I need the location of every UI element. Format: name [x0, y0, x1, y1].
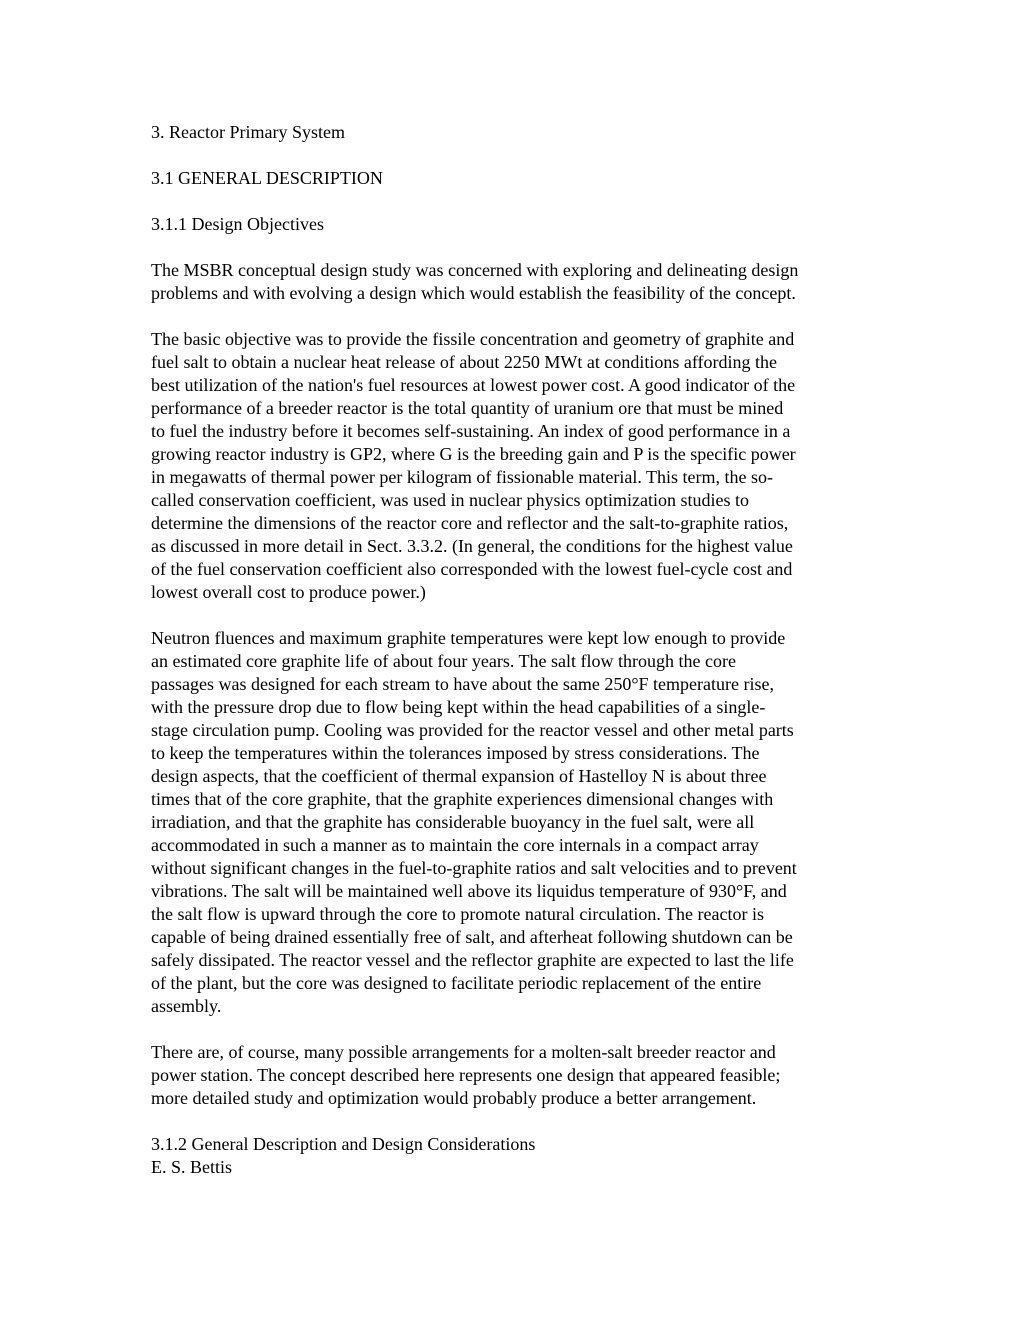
text-line: The MSBR conceptual design study was concerned with exploring and delineating design	[151, 260, 799, 280]
text-line: best utilization of the nation's fuel resources at lowest power cost. A good indicator of the	[151, 375, 796, 395]
section-heading	[151, 167, 911, 190]
text-line: 3.1.2 General Description and Design Considerations	[151, 1134, 536, 1154]
text-line: performance of a breeder reactor is the total quantity of uranium ore that must be mined	[151, 398, 784, 418]
text-line: capable of being drained essentially free of salt, and afterheat following shutdown can be	[151, 927, 793, 947]
text-line: design aspects, that the coefficient of thermal expansion of Hastelloy N is about three	[151, 766, 767, 786]
text-line: of the plant, but the core was designed to facilitate periodic replacement of the entire	[151, 973, 762, 993]
text-line: of the fuel conservation coefficient also corresponded with the lowest fuel-cycle cost and	[151, 559, 793, 579]
text-line: problems and with evolving a design which would establish the feasibility of the concept.	[151, 283, 796, 303]
text-line: safely dissipated. The reactor vessel and the reflector graphite are expected to last the life	[151, 950, 794, 970]
paragraph	[151, 328, 911, 604]
text-line: fuel salt to obtain a nuclear heat release of about 2250 MWt at conditions affording the	[151, 352, 777, 372]
text-line: 3. Reactor Primary System	[151, 122, 345, 142]
text-line: more detailed study and optimization would probably produce a better arrangement.	[151, 1088, 757, 1108]
text-line: Neutron fluences and maximum graphite temperatures were kept low enough to provide	[151, 628, 786, 648]
text-line: E. S. Bettis	[151, 1157, 233, 1177]
text-line: to keep the temperatures within the tolerances imposed by stress considerations. The	[151, 743, 760, 763]
text-line: passages was designed for each stream to have about the same 250°F temperature rise,	[151, 674, 774, 694]
section-heading	[151, 213, 911, 236]
paragraph	[151, 259, 911, 305]
paragraph	[151, 627, 911, 1018]
text-line: The basic objective was to provide the fissile concentration and geometry of graphite and	[151, 329, 795, 349]
text-line: in megawatts of thermal power per kilogram of fissionable material. This term, the so-	[151, 467, 773, 487]
text-line: power station. The concept described here represents one design that appeared feasible;	[151, 1065, 781, 1085]
text-line: accommodated in such a manner as to maintain the core internals in a compact array	[151, 835, 759, 855]
section-heading	[151, 121, 911, 144]
text-line: determine the dimensions of the reactor core and reflector and the salt-to-graphite ratios,	[151, 513, 789, 533]
text-line: There are, of course, many possible arrangements for a molten-salt breeder reactor and	[151, 1042, 776, 1062]
text-line: irradiation, and that the graphite has considerable buoyancy in the fuel salt, were all	[151, 812, 755, 832]
text-line: stage circulation pump. Cooling was provided for the reactor vessel and other metal parts	[151, 720, 794, 740]
text-line: times that of the core graphite, that the graphite experiences dimensional changes with	[151, 789, 774, 809]
section-heading	[151, 1133, 911, 1179]
text-line: the salt flow is upward through the core to promote natural circulation. The reactor is	[151, 904, 764, 924]
text-line: vibrations. The salt will be maintained well above its liquidus temperature of 930°F, and	[151, 881, 787, 901]
text-line: growing reactor industry is GP2, where G is the breeding gain and P is the specific power	[151, 444, 796, 464]
text-line: lowest overall cost to produce power.)	[151, 582, 426, 602]
text-line: an estimated core graphite life of about four years. The salt flow through the core	[151, 651, 736, 671]
text-line: 3.1.1 Design Objectives	[151, 214, 324, 234]
paragraph	[151, 1041, 911, 1110]
text-line: without significant changes in the fuel-to-graphite ratios and salt velocities and to prevent	[151, 858, 797, 878]
text-line: assembly.	[151, 996, 222, 1016]
text-line: called conservation coefficient, was used in nuclear physics optimization studies to	[151, 490, 749, 510]
text-line: to fuel the industry before it becomes self-sustaining. An index of good performance in a	[151, 421, 791, 441]
text-line: as discussed in more detail in Sect. 3.3.2. (In general, the conditions for the highest value	[151, 536, 793, 556]
text-line: 3.1 GENERAL DESCRIPTION	[151, 168, 383, 188]
text-line: with the pressure drop due to flow being kept within the head capabilities of a single-	[151, 697, 766, 717]
document-page	[151, 121, 911, 1202]
